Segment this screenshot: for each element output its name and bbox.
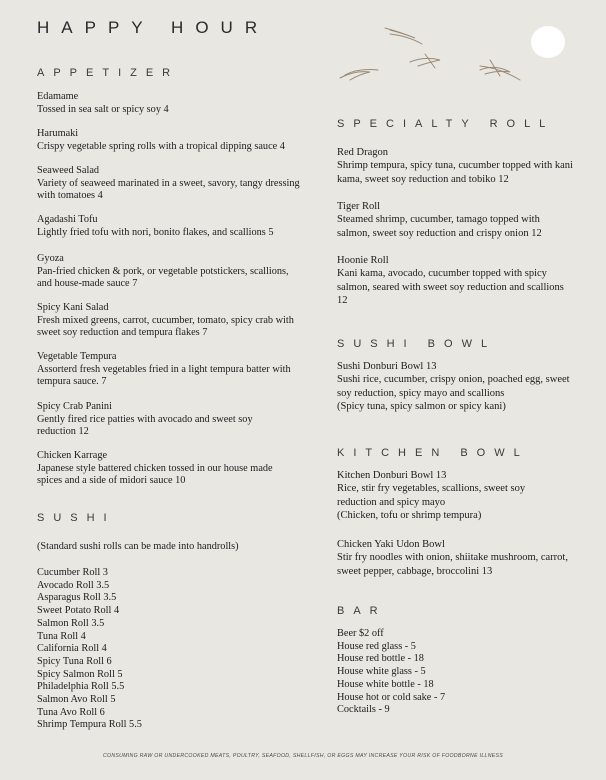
sushi-item: Shrimp Tempura Roll 5.5 — [37, 719, 142, 731]
sushi-item: Salmon Roll 3.5 — [37, 617, 105, 629]
item-desc: Stir fry noodles with onion, shiitake mushroom, carrot, sweet pepper, cabbage, broccolini 13 — [337, 552, 568, 577]
moon-circle — [531, 26, 565, 58]
menu-title: HAPPY HOUR — [37, 18, 270, 37]
item-name: Hoonie Roll — [337, 255, 389, 266]
birds-illustration — [330, 20, 530, 90]
specialty-heading: SPECIALTY ROLL — [337, 118, 555, 130]
item-desc: Gently fired rice patties with avocado and sweet soy reduction 12 — [37, 413, 253, 438]
sushi-item: Salmon Avo Roll 5 — [37, 694, 116, 706]
bar-heading: BAR — [337, 605, 387, 617]
item-name: Chicken Yaki Udon Bowl — [337, 539, 445, 550]
sushi-item: Philadelphia Roll 5.5 — [37, 681, 125, 693]
sushi-item: Sweet Potato Roll 4 — [37, 605, 120, 617]
bar-item: House white bottle - 18 — [337, 678, 434, 690]
appetizer-item — [37, 91, 307, 116]
appetizer-heading: APPETIZER — [37, 67, 180, 79]
sushi-bowl-heading: SUSHI BOWL — [337, 338, 497, 350]
bar-item: House red bottle - 18 — [337, 653, 424, 665]
item-desc: Sushi rice, cucumber, crispy onion, poached egg, sweet soy reduction, spicy mayo and scallions — [337, 374, 570, 399]
item-desc: Steamed shrimp, cucumber, tamago topped with salmon, sweet soy reduction and crispy onion 12 — [337, 214, 542, 239]
sushi-bowl-item — [337, 360, 573, 414]
item-desc: Assorterd fresh vegetables fried in a light tempura batter with tempura sauce. 7 — [37, 363, 291, 388]
appetizer-item — [37, 165, 303, 203]
item-desc: Shrimp tempura, spicy tuna, cucumber topped with kani kama, sweet soy reduction and tobiko 12 — [337, 160, 573, 185]
item-desc: Rice, stir fry vegetables, scallions, sweet soy reduction and spicy mayo — [337, 483, 526, 508]
item-desc: Pan-fried chicken & pork, or vegetable potstickers, scallions, and house-made sauce 7 — [37, 265, 289, 290]
sushi-list — [37, 567, 142, 732]
specialty-item — [337, 254, 569, 308]
sushi-item: Spicy Salmon Roll 5 — [37, 668, 123, 680]
bar-item: House red glass - 5 — [337, 640, 416, 652]
item-name: Agadashi Tofu — [37, 214, 98, 225]
sushi-item: Tuna Roll 4 — [37, 630, 86, 642]
kitchen-bowl-item — [337, 469, 563, 523]
item-desc: Tossed in sea salt or spicy soy 4 — [37, 103, 169, 115]
appetizer-item — [37, 401, 267, 439]
appetizer-item — [37, 214, 307, 239]
foodborne-illness-disclaimer: CONSUMING RAW OR UNDERCOOKED MEATS, POULTRY, SEAFOOD, SHELLFISH, OR EGGS MAY INCREASE YOUR RISK OF FOODBORNE ILLNESS — [102, 753, 504, 759]
appetizer-item — [37, 450, 287, 488]
item-desc: Lightly fried tofu with nori, bonito flakes, and scallions 5 — [37, 226, 274, 238]
bar-list — [337, 628, 445, 717]
kitchen-bowl-heading: KITCHEN BOWL — [337, 447, 529, 459]
appetizer-item — [37, 351, 303, 389]
item-name: Spicy Crab Panini — [37, 401, 112, 412]
sushi-item: California Roll 4 — [37, 643, 107, 655]
sushi-item: Asparagus Roll 3.5 — [37, 592, 117, 604]
item-name: Spicy Kani Salad — [37, 302, 109, 313]
item-desc: Crispy vegetable spring rolls with a tropical dipping sauce 4 — [37, 140, 285, 152]
sushi-item: Avocado Roll 3.5 — [37, 579, 110, 591]
specialty-item — [337, 200, 569, 240]
sushi-heading: SUSHI — [37, 512, 116, 524]
sushi-item: Cucumber Roll 3 — [37, 567, 108, 578]
bar-item: House white glass - 5 — [337, 666, 426, 678]
specialty-item — [337, 146, 577, 186]
item-name: Vegetable Tempura — [37, 351, 117, 362]
item-desc: Japanese style battered chicken tossed in our house made spices and a side of midori sauce 10 — [37, 462, 273, 487]
item-name: Red Dragon — [337, 147, 389, 158]
appetizer-item — [37, 302, 303, 340]
item-name: Harumaki — [37, 128, 79, 139]
appetizer-item — [37, 253, 297, 291]
sushi-item: Tuna Avo Roll 6 — [37, 706, 105, 718]
item-name: Edamame — [37, 91, 79, 102]
appetizer-item — [37, 128, 307, 153]
bar-item: Cocktails - 9 — [337, 704, 390, 716]
item-desc: Kani kama, avocado, cucumber topped with spicy salmon, seared with sweet soy reduction and scallions 12 — [337, 268, 564, 307]
item-options: (Chicken, tofu or shrimp tempura) — [337, 510, 482, 522]
sushi-note: (Standard sushi rolls can be made into handrolls) — [37, 541, 239, 552]
item-desc: Variety of seaweed marinated in a sweet, savory, tangy dressing with tomatoes 4 — [37, 177, 300, 202]
item-name: Gyoza — [37, 253, 64, 264]
item-name: Tiger Roll — [337, 201, 381, 212]
kitchen-bowl-item — [337, 538, 573, 578]
bar-item: Beer $2 off — [337, 628, 384, 639]
item-name: Sushi Donburi Bowl 13 — [337, 361, 437, 372]
sushi-item: Spicy Tuna Roll 6 — [37, 655, 112, 667]
bar-item: House hot or cold sake - 7 — [337, 691, 446, 703]
item-name: Chicken Karrage — [37, 450, 108, 461]
item-options: (Spicy tuna, spicy salmon or spicy kani) — [337, 401, 506, 413]
item-name: Seaweed Salad — [37, 165, 100, 176]
item-desc: Fresh mixed greens, carrot, cucumber, tomato, spicy crab with sweet soy reduction and tempura flakes 7 — [37, 314, 294, 339]
item-name: Kitchen Donburi Bowl 13 — [337, 470, 447, 481]
